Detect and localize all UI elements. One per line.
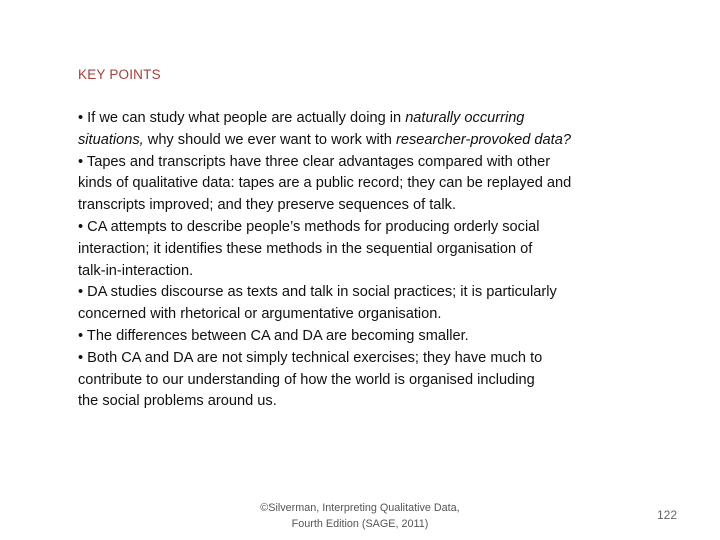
text-run: • If we can study what people are actually doing in (78, 110, 406, 126)
text-run: transcripts improved; and they preserve sequences of talk. (78, 197, 457, 214)
body-line (78, 173, 678, 195)
footer-citation-line-1: ©Silverman, Interpreting Qualitative Data, (260, 502, 460, 514)
body-line (78, 348, 678, 370)
text-run: kinds of qualitative data: tapes are a public record; they can be replayed and (78, 175, 572, 192)
text-run: concerned with rhetorical or argumentative organisation. (78, 306, 442, 323)
italic-text-run: situations, (78, 131, 144, 148)
body-line (78, 282, 678, 304)
body-line (78, 370, 678, 392)
body-line (78, 152, 678, 174)
body-line (78, 304, 678, 326)
text-run: • The differences between CA and DA are becoming smaller. (78, 327, 469, 344)
key-points-body (78, 108, 678, 413)
text-run: the social problems around us. (78, 393, 277, 410)
text-run: talk-in-interaction. (78, 262, 194, 279)
slide-number: 122 (656, 508, 678, 522)
body-line (78, 130, 678, 152)
body-line (78, 326, 678, 348)
text-run: interaction; it identifies these methods in the sequential organisation of (78, 240, 533, 257)
text-run: • DA studies discourse as texts and talk in social practices; it is particularly (78, 284, 557, 301)
body-line (78, 261, 678, 283)
text-run: contribute to our understanding of how the world is organised including (78, 371, 535, 388)
body-line (78, 108, 678, 130)
body-line (78, 391, 678, 413)
text-run: • Tapes and transcripts have three clear advantages compared with other (78, 153, 551, 170)
slide-heading: KEY POINTS (78, 67, 161, 82)
footer-citation (200, 500, 520, 532)
footer-citation-line-2: Fourth Edition (SAGE, 2011) (291, 518, 429, 530)
body-line (78, 239, 678, 261)
body-line (78, 195, 678, 217)
text-run: why should we ever want to work with (143, 131, 396, 148)
body-line (78, 217, 678, 239)
text-run: • Both CA and DA are not simply technical exercises; they have much to (78, 349, 543, 366)
italic-text-run: naturally occurring (405, 110, 525, 126)
text-run: • CA attempts to describe people’s methods for producing orderly social (78, 218, 540, 235)
italic-text-run: researcher-provoked data? (395, 131, 571, 148)
